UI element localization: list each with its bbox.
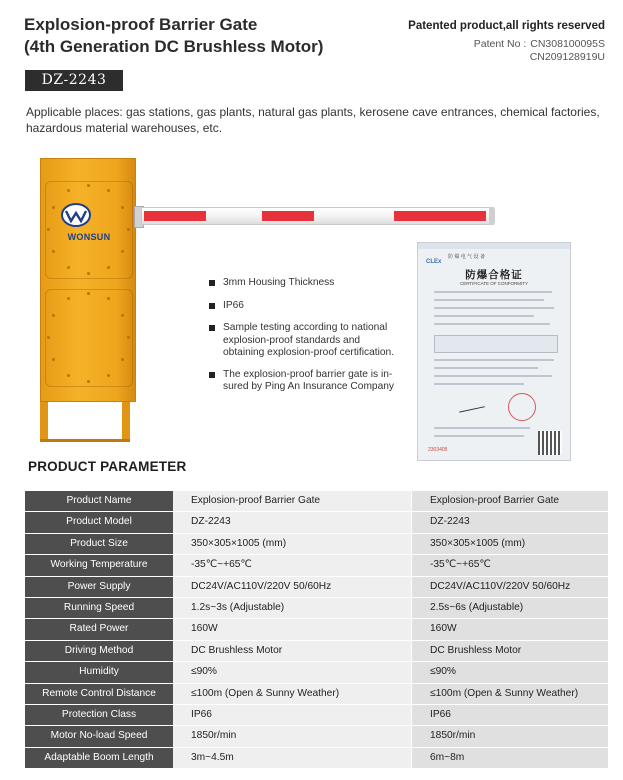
- param-value-2: DC Brushless Motor: [412, 640, 609, 661]
- parameters-heading: PRODUCT PARAMETER: [28, 459, 187, 474]
- rivet: [52, 206, 55, 209]
- table-row: [25, 683, 608, 704]
- table-row: [25, 512, 608, 533]
- cert-notice-box: [434, 335, 558, 353]
- param-value-1: 3m~4.5m: [173, 747, 412, 768]
- official-stamp: [508, 393, 536, 421]
- cert-line: [434, 291, 552, 293]
- patent-label: Patent No :: [473, 38, 527, 50]
- param-value-2: ≤90%: [412, 662, 609, 683]
- base-bar: [40, 439, 130, 442]
- param-value-1: DC Brushless Motor: [173, 640, 412, 661]
- cert-line: [434, 323, 550, 325]
- param-label: Protection Class: [25, 705, 173, 726]
- signature: [457, 396, 485, 412]
- gate-cabinet: [40, 158, 136, 402]
- rivet: [127, 336, 130, 339]
- table-row: [25, 555, 608, 576]
- cert-line: [434, 315, 534, 317]
- title-line-2: (4th Generation DC Brushless Motor): [24, 37, 324, 56]
- patent-number-2: CN209128919U: [529, 51, 605, 63]
- cert-line: [434, 383, 524, 385]
- param-value-1: Explosion-proof Barrier Gate: [173, 491, 412, 512]
- param-value-2: DC24V/AC110V/220V 50/60Hz: [412, 576, 609, 597]
- param-label: Remote Control Distance: [25, 683, 173, 704]
- param-value-1: 1850r/min: [173, 726, 412, 747]
- base-leg-left: [40, 402, 48, 440]
- explosion-proof-certificate: [417, 242, 571, 461]
- feature-item-ip: IP66: [209, 300, 395, 313]
- rivet: [87, 292, 90, 295]
- rivet: [107, 266, 110, 269]
- feature-list: [209, 277, 395, 394]
- cert-org: 防 爆 电 气 设 备: [448, 254, 485, 260]
- param-value-1: ≤100m (Open & Sunny Weather): [173, 683, 412, 704]
- param-value-1: ≤90%: [173, 662, 412, 683]
- table-row: [25, 662, 608, 683]
- param-label: Running Speed: [25, 598, 173, 619]
- table-row: [25, 576, 608, 597]
- cert-line: [434, 375, 552, 377]
- rivet: [121, 250, 124, 253]
- feature-item-insurance: The explosion-proof barrier gate is in-sured by Ping An Insurance Company: [209, 369, 395, 394]
- param-value-2: DZ-2243: [412, 512, 609, 533]
- rivet: [127, 228, 130, 231]
- base-leg-right: [122, 402, 130, 440]
- cert-subtitle: CERTIFICATE OF CONFORMITY: [459, 281, 529, 286]
- applicable-places: Applicable places: gas stations, gas plants, natural gas plants, kerosene cave entrances, chemical factories, hazardous material warehouses, etc.: [26, 105, 600, 135]
- param-value-1: 1.2s~3s (Adjustable): [173, 598, 412, 619]
- boom-stripe-2: [262, 211, 314, 221]
- param-value-2: 2.5s~6s (Adjustable): [412, 598, 609, 619]
- param-value-2: 1850r/min: [412, 726, 609, 747]
- cert-line: [434, 427, 530, 429]
- param-label: Product Size: [25, 533, 173, 554]
- param-label: Power Supply: [25, 576, 173, 597]
- table-row: [25, 533, 608, 554]
- param-label: Motor No-load Speed: [25, 726, 173, 747]
- param-label: Product Name: [25, 491, 173, 512]
- param-label: Humidity: [25, 662, 173, 683]
- param-label: Adaptable Boom Length: [25, 747, 173, 768]
- rivet: [47, 228, 50, 231]
- param-value-1: DC24V/AC110V/220V 50/60Hz: [173, 576, 412, 597]
- param-value-2: 6m~8m: [412, 747, 609, 768]
- rivet: [121, 314, 124, 317]
- rivet: [47, 336, 50, 339]
- table-row: [25, 705, 608, 726]
- cert-number: 2303405: [428, 447, 448, 453]
- cert-title: 防爆合格证: [465, 269, 523, 281]
- param-value-2: 350×305×1005 (mm): [412, 533, 609, 554]
- rivet: [52, 358, 55, 361]
- patent-number-1: CN308100095S: [530, 38, 605, 50]
- param-value-1: IP66: [173, 705, 412, 726]
- rivet: [121, 358, 124, 361]
- rivet: [67, 374, 70, 377]
- param-value-1: DZ-2243: [173, 512, 412, 533]
- patent-heading: Patented product,all rights reserved: [408, 20, 605, 32]
- rivet: [107, 374, 110, 377]
- logo-text: WONSUN: [67, 232, 111, 242]
- feature-item-housing: 3mm Housing Thickness: [209, 277, 395, 290]
- param-value-1: 350×305×1005 (mm): [173, 533, 412, 554]
- boom-end-cap: [489, 207, 495, 225]
- table-row: [25, 598, 608, 619]
- rivet: [87, 272, 90, 275]
- page-title: [24, 14, 323, 58]
- table-row: [25, 619, 608, 640]
- param-label: Working Temperature: [25, 555, 173, 576]
- param-value-1: 160W: [173, 619, 412, 640]
- rivet: [121, 206, 124, 209]
- param-value-2: Explosion-proof Barrier Gate: [412, 491, 609, 512]
- cert-logo: CLEx: [426, 259, 442, 265]
- wonsun-logo-icon: [61, 203, 91, 227]
- cert-line: [434, 367, 538, 369]
- param-label: Driving Method: [25, 640, 173, 661]
- table-row: [25, 726, 608, 747]
- patent-numbers: [474, 38, 605, 64]
- feature-item-testing: Sample testing according to national explosion-proof standards and obtaining explosion-proof certification.: [209, 322, 395, 360]
- cert-line: [434, 307, 554, 309]
- rivet: [87, 184, 90, 187]
- param-value-2: IP66: [412, 705, 609, 726]
- boom-stripe-1: [144, 211, 206, 221]
- boom-stripe-3: [394, 211, 486, 221]
- parameter-table-body: [25, 491, 608, 769]
- param-label: Rated Power: [25, 619, 173, 640]
- table-row: [25, 491, 608, 512]
- rivet: [52, 250, 55, 253]
- param-value-2: 160W: [412, 619, 609, 640]
- title-line-1: Explosion-proof Barrier Gate: [24, 15, 258, 34]
- brand-logo: [61, 203, 117, 242]
- cert-line: [434, 299, 544, 301]
- param-label: Product Model: [25, 512, 173, 533]
- gate-base: [36, 402, 140, 442]
- cert-header-band: [418, 243, 570, 249]
- qr-code-icon: [538, 431, 562, 455]
- param-value-1: -35℃~+65℃: [173, 555, 412, 576]
- cert-line: [434, 359, 554, 361]
- param-value-2: -35℃~+65℃: [412, 555, 609, 576]
- cabinet-lower-panel: [45, 289, 133, 387]
- rivet: [87, 380, 90, 383]
- param-value-2: ≤100m (Open & Sunny Weather): [412, 683, 609, 704]
- model-badge: DZ-2243: [25, 70, 123, 91]
- table-row: [25, 640, 608, 661]
- rivet: [52, 314, 55, 317]
- table-row: [25, 747, 608, 768]
- rivet: [67, 266, 70, 269]
- barrier-boom: [141, 207, 494, 225]
- cert-line: [434, 435, 524, 437]
- parameter-table: [25, 491, 608, 769]
